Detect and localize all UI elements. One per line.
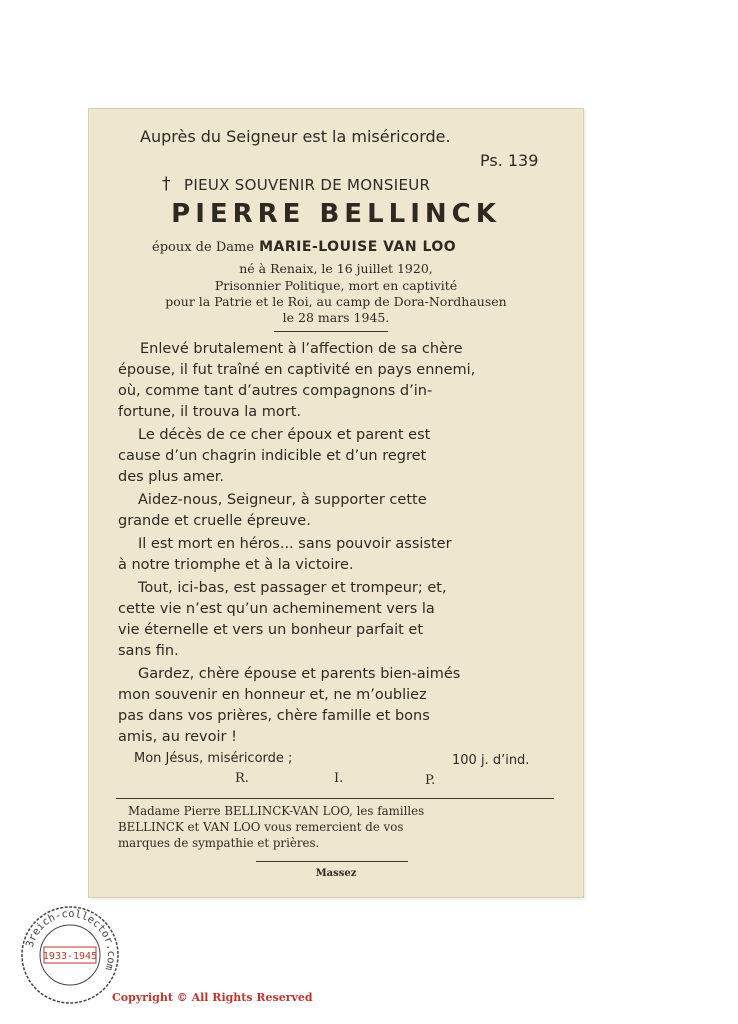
body-line: vie éternelle et vers un bonheur parfait et xyxy=(118,622,424,638)
spouse-line xyxy=(152,236,456,255)
divider-middle xyxy=(116,798,554,799)
divider-top xyxy=(274,331,388,332)
rip-letter: R. xyxy=(235,771,249,786)
body-line: à notre triomphe et à la victoire. xyxy=(118,557,354,573)
death-date-line: le 28 mars 1945. xyxy=(282,310,390,325)
stamp-years: 1933-1945 xyxy=(42,951,98,962)
body-line: sans fin. xyxy=(118,643,179,659)
body-line: mon souvenir en honneur et, ne m’oubliez xyxy=(118,687,427,703)
body-line: Aidez-nous, Seigneur, à supporter cette xyxy=(138,492,427,508)
body-line: Il est mort en héros... sans pouvoir assister xyxy=(138,536,452,552)
thanks-line: Madame Pierre BELLINCK-VAN LOO, les familles xyxy=(128,804,425,818)
rip-letter: P. xyxy=(425,773,436,788)
body-line: grande et cruelle épreuve. xyxy=(118,513,311,529)
spouse-name: MARIE-LOUISE VAN LOO xyxy=(259,239,457,255)
rip-letter: I. xyxy=(334,771,344,786)
copyright-notice: Copyright © All Rights Reserved xyxy=(112,991,313,1004)
watermark-stamp xyxy=(20,905,120,1005)
deceased-name: PIERRE BELLINCK xyxy=(171,199,501,229)
printer-name: Massez xyxy=(315,868,357,879)
body-line: fortune, il trouva la mort. xyxy=(118,404,302,420)
thanks-line: BELLINCK et VAN LOO vous remercient de vos xyxy=(118,820,404,834)
memorial-card xyxy=(88,108,584,898)
card-heading: PIEUX SOUVENIR DE MONSIEUR xyxy=(184,176,431,194)
thanks-line: marques de sympathie et prières. xyxy=(118,836,320,850)
prayer-line: Mon Jésus, miséricorde ; xyxy=(134,751,293,766)
body-line: où, comme tant d’autres compagnons d’in- xyxy=(118,383,433,399)
body-line: Gardez, chère épouse et parents bien-aimés xyxy=(138,666,461,682)
body-line: Enlevé brutalement à l’affection de sa chère xyxy=(140,341,463,357)
body-line: cause d’un chagrin indicible et d’un regret xyxy=(118,448,427,464)
epigraph: Auprès du Seigneur est la miséricorde. xyxy=(140,127,451,146)
divider-bottom xyxy=(256,861,408,862)
indulgence-note: 100 j. d’ind. xyxy=(452,753,530,768)
body-line: cette vie n’est qu’un acheminement vers la xyxy=(118,601,435,617)
status-line: Prisonnier Politique, mort en captivité xyxy=(214,278,458,293)
body-line: des plus amer. xyxy=(118,469,225,485)
body-line: pas dans vos prières, chère famille et bons xyxy=(118,708,430,724)
stamp-text-path: 3reich-collector.com xyxy=(23,907,118,972)
body-line: Le décès de ce cher époux et parent est xyxy=(138,427,431,443)
birth-line: né à Renaix, le 16 juillet 1920, xyxy=(239,261,433,276)
death-place-line: pour la Patrie et le Roi, au camp de Dora-Nordhausen xyxy=(165,294,507,309)
body-line: épouse, il fut traîné en captivité en pays ennemi, xyxy=(118,362,476,378)
cross-symbol: † xyxy=(162,174,171,194)
body-line: amis, au revoir ! xyxy=(118,729,237,745)
body-line: Tout, ici-bas, est passager et trompeur; et, xyxy=(138,580,447,596)
psalm-reference: Ps. 139 xyxy=(480,151,539,170)
spouse-prefix: époux de Dame xyxy=(152,240,255,255)
